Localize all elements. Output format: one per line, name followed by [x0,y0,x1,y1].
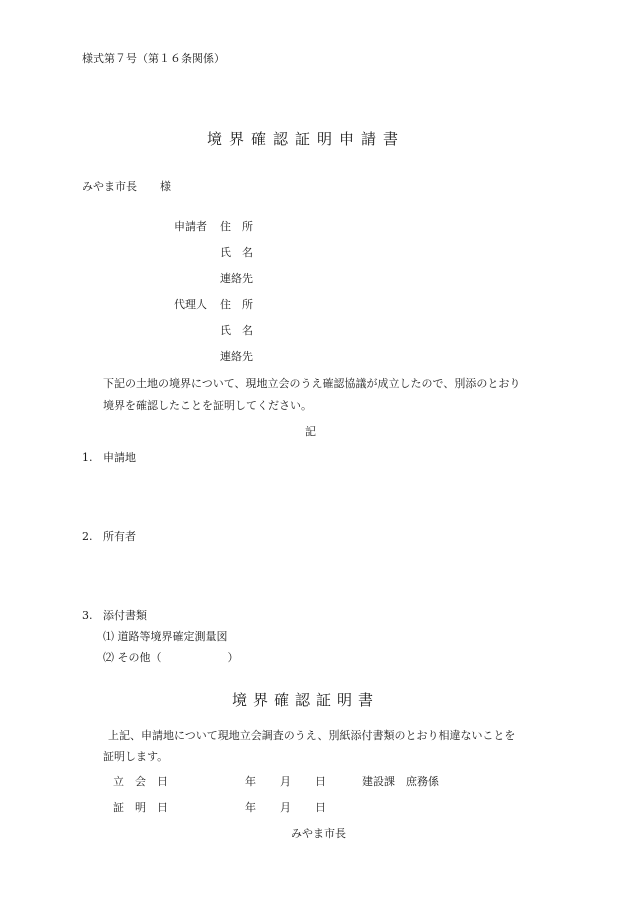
witness-year: 年 [245,775,256,788]
certificate-title: 境界確認証明書 [232,691,380,709]
issuer: みやま市長 [291,827,346,840]
request-text-line1: 下記の土地の境界について、現地立会のうえ確認協議が成立したので、別添のとおり [103,377,521,390]
applicant-address-label: 住 所 [220,220,253,233]
addressee-honorific: 様 [160,180,171,193]
attachment-2: ⑵ その他（ ） [103,651,239,664]
item-2-number: 2. [82,530,93,543]
item-3-label: 添付書類 [103,609,147,622]
cert-day: 日 [315,801,326,814]
witness-day: 日 [315,775,326,788]
cert-month: 月 [280,801,291,814]
department: 建設課 庶務係 [362,775,439,788]
witness-month: 月 [280,775,291,788]
agent-label: 代理人 [174,298,207,311]
agent-address-label: 住 所 [220,298,253,311]
certificate-text-line2: 証明します。 [103,750,169,763]
request-text-line2: 境界を確認したことを証明してください。 [103,399,312,412]
applicant-label: 申請者 [174,220,207,233]
applicant-contact-label: 連絡先 [220,272,253,285]
applicant-name-label: 氏 名 [220,246,253,259]
certificate-text-line1: 上記、申請地について現地立会調査のうえ、別紙添付書類のとおり相違ないことを [108,729,516,742]
cert-year: 年 [245,801,256,814]
attachment-1: ⑴ 道路等境界確定測量図 [103,630,228,643]
item-3-number: 3. [82,609,93,622]
document-title: 境界確認証明申請書 [207,130,406,148]
addressee-name: みやま市長 [82,180,137,193]
ki-label: 記 [305,425,316,438]
witness-date-label: 立 会 日 [113,775,168,788]
cert-date-label: 証 明 日 [113,801,168,814]
agent-contact-label: 連絡先 [220,350,253,363]
item-1-number: 1. [82,451,93,464]
form-number: 様式第７号（第１６条関係） [82,52,225,65]
item-2-label: 所有者 [103,530,136,543]
item-1-label: 申請地 [103,451,136,464]
agent-name-label: 氏 名 [220,324,253,337]
